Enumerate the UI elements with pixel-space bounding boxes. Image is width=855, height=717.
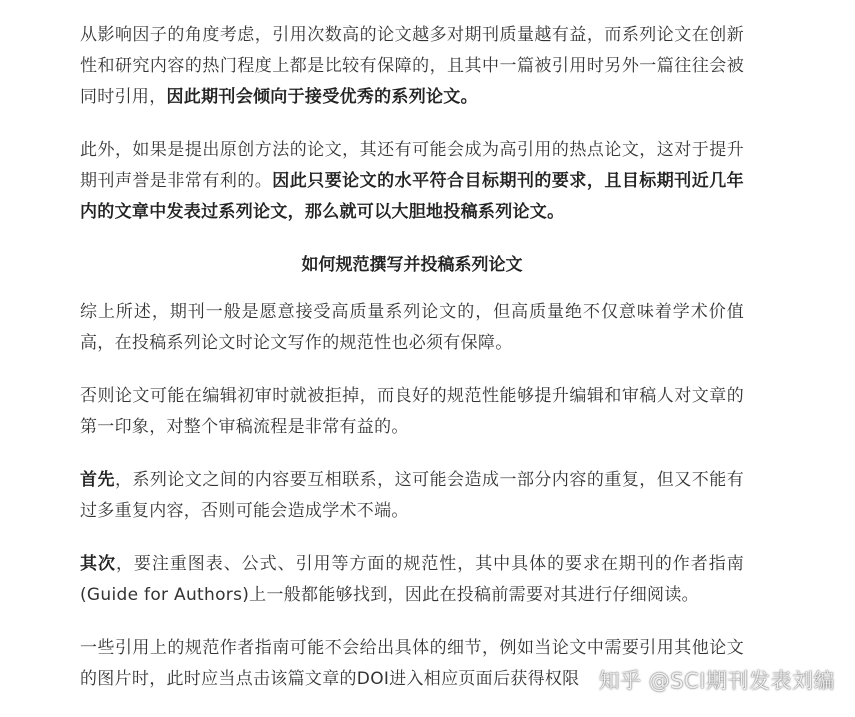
paragraph-lead-word: 首先 [80,470,115,490]
paragraph-text: 此外，如果是提出原创方法的论文，其还有可能会成为高引用的热点论文，这对于提升期刊声誉是非常有利的。 [80,140,744,191]
paragraph-text: ，要注重图表、公式、引用等方面的规范性，其中具体的要求在期刊的作者指南(Guide for Authors)上一般都能够找到，因此在投稿前需要对其进行仔细阅读。 [80,554,744,605]
paragraph-bold-text: 因此只要论文的水平符合目标期刊的要求，且目标期刊近几年内的文章中发表过系列论文，那么就可以大胆地投稿系列论文。 [80,171,744,222]
paragraph-original-method [80,135,744,228]
paragraph-text: 一些引用上的规范作者指南可能不会给出具体的细节，例如当论文中需要引用其他论文的图片时，此时应当点击该篇文章的DOI进入相应页面后获得权限 [80,638,744,689]
section-heading: 如何规范撰写并投稿系列论文 [301,255,523,275]
paragraph-text: 从影响因子的角度考虑，引用次数高的论文越多对期刊质量越有益，而系列论文在创新性和研究内容的热门程度上都是比较有保障的，且其中一篇被引用时另外一篇往往会被同时引用， [80,25,744,107]
paragraph-text: 综上所述，期刊一般是愿意接受高质量系列论文的，但高质量绝不仅意味着学术价值高，在投稿系列论文时论文写作的规范性也必须有保障。 [80,302,744,353]
paragraph-text: 否则论文可能在编辑初审时就被拒掉，而良好的规范性能够提升编辑和审稿人对文章的第一印象，对整个审稿流程是非常有益的。 [80,386,744,437]
paragraph-summary [80,297,744,359]
paragraph-otherwise [80,381,744,443]
paragraph-second [80,549,744,611]
paragraph-impact-factor [80,20,744,113]
paragraph-text: ，系列论文之间的内容要互相联系，这可能会造成一部分内容的重复，但又不能有过多重复内容，否则可能会造成学术不端。 [80,470,744,521]
paragraph-bold-text: 因此期刊会倾向于接受优秀的系列论文。 [166,87,478,107]
paragraph-lead-word: 其次 [80,554,116,574]
zhihu-watermark: 知乎 @SCI期刊发表刘编 [598,669,835,693]
paragraph-first [80,465,744,527]
article-body [80,20,744,717]
